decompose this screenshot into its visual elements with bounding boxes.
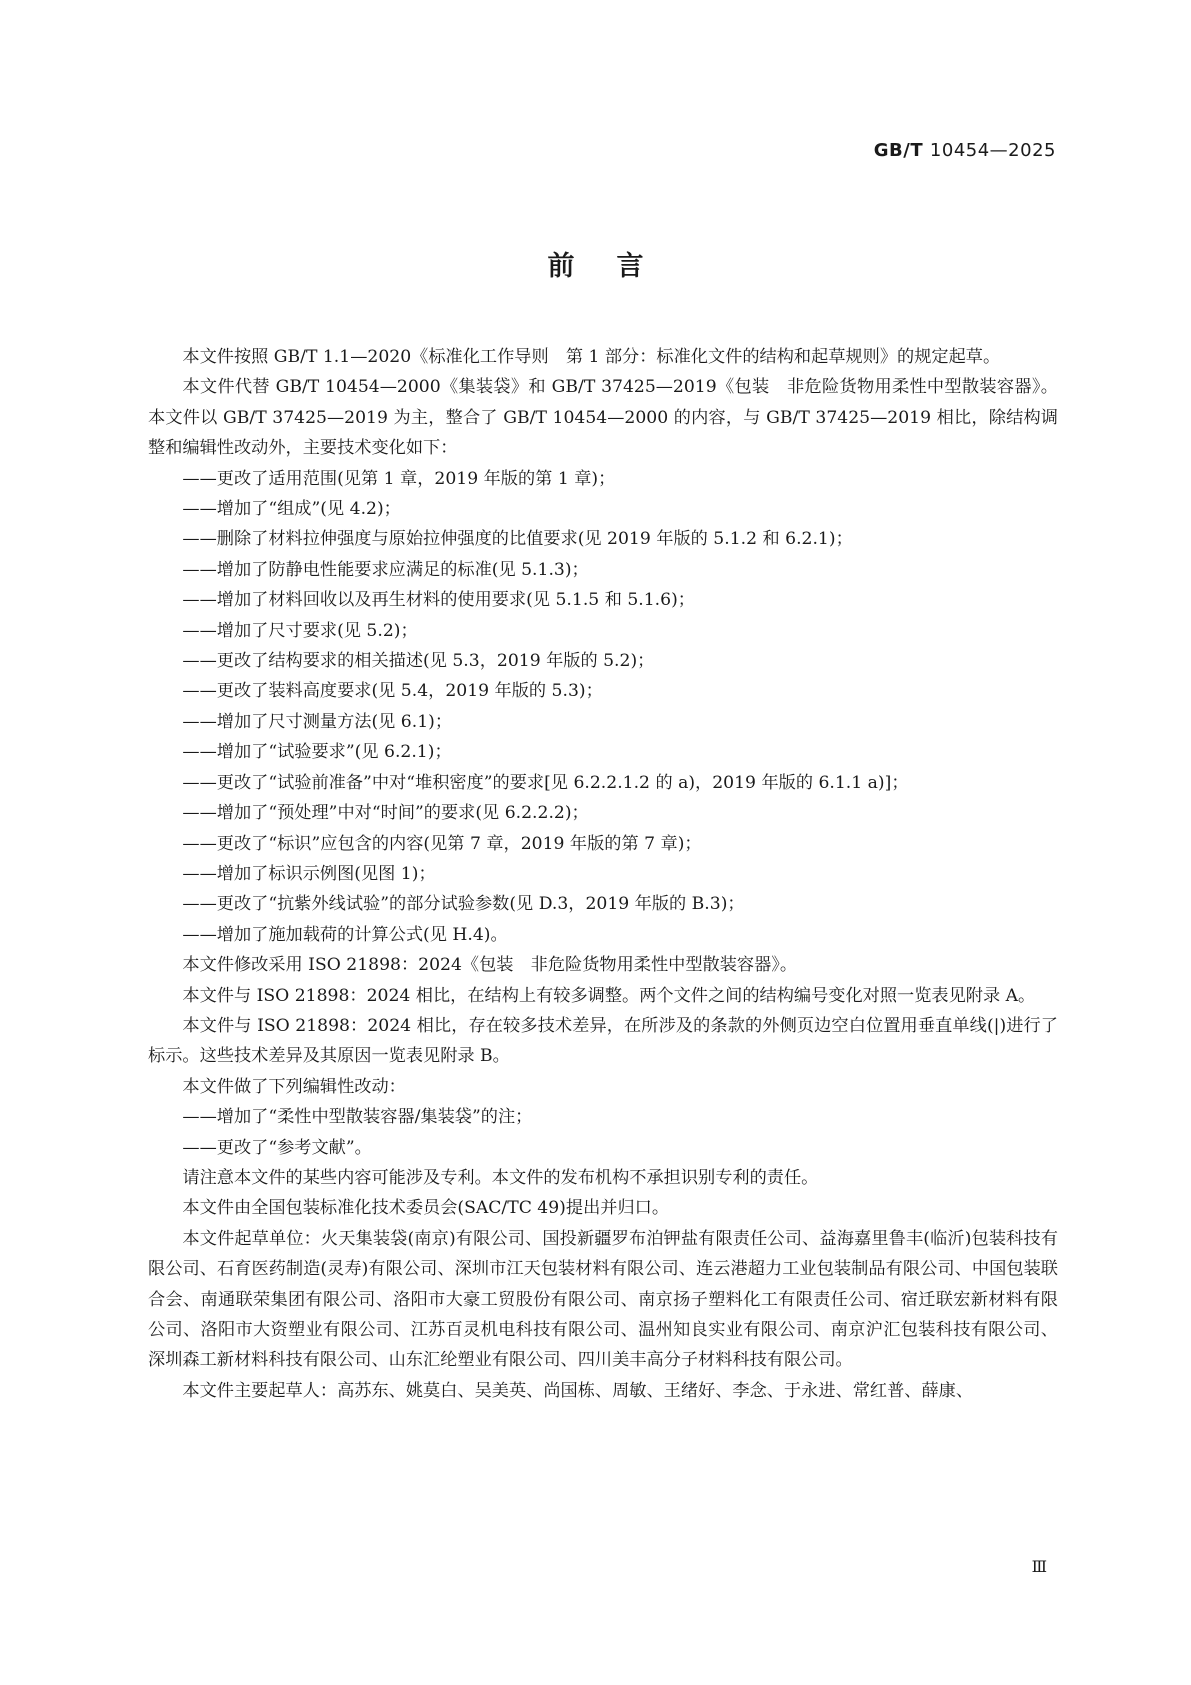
change-list-item: ——增加了尺寸要求(见 5.2)；: [182, 620, 418, 641]
change-list-item: ——增加了尺寸测量方法(见 6.1)；: [182, 711, 453, 732]
change-list-item: ——增加了“柔性中型散装容器/集装袋”的注；: [182, 1107, 533, 1128]
paragraph: 本文件修改采用 ISO 21898：2024《包装 非危险货物用柔性中型散装容器》。: [182, 955, 798, 976]
change-list-item: ——增加了“组成”(见 4.2)；: [182, 499, 401, 520]
change-list-item: ——更改了“试验前准备”中对“堆积密度”的要求[见 6.2.2.1.2 的 a)，2019 年版的 6.1.1 a)]；: [182, 772, 909, 793]
paragraph: 本文件做了下列编辑性改动：: [182, 1076, 406, 1097]
change-list-item: ——增加了“预处理”中对“时间”的要求(见 6.2.2.2)；: [182, 803, 589, 824]
paragraph: 本文件与 ISO 21898：2024 相比，存在较多技术差异，在所涉及的条款的外侧页边空白位置用垂直单线(|)进行了标示。这些技术差异及其原因一览表见附录 B。: [148, 1015, 1058, 1067]
change-list-item: ——增加了材料回收以及再生材料的使用要求(见 5.1.5 和 5.1.6)；: [182, 590, 695, 611]
page-title: 前言: [547, 251, 686, 282]
change-list-item: ——更改了“抗紫外线试验”的部分试验参数(见 D.3，2019 年版的 B.3)；: [182, 894, 745, 915]
page-number: Ⅲ: [1031, 1557, 1047, 1576]
foreword-body: [148, 342, 1058, 1406]
standard-number: [874, 140, 1056, 161]
paragraph: 本文件代替 GB/T 10454—2000《集装袋》和 GB/T 37425—2019《包装 非危险货物用柔性中型散装容器》。本文件以 GB/T 37425—2019 为主，整合了 GB/T 10454—2000 的内容，与 GB/T 37425—2019 相比，除结构调整和编辑性改动外，主要技术变化如下：: [148, 377, 1058, 459]
change-list-item: ——删除了材料拉伸强度与原始拉伸强度的比值要求(见 2019 年版的 5.1.2 和 6.2.1)；: [182, 529, 853, 550]
paragraph: 请注意本文件的某些内容可能涉及专利。本文件的发布机构不承担识别专利的责任。: [182, 1167, 819, 1188]
paragraph: 本文件与 ISO 21898：2024 相比，在结构上有较多调整。两个文件之间的结构编号变化对照一览表见附录 A。: [182, 985, 1036, 1006]
standard-code: 10454—2025: [929, 140, 1056, 161]
change-list-item: ——更改了“参考文献”。: [182, 1137, 372, 1158]
change-list-item: ——增加了“试验要求”(见 6.2.1)；: [182, 742, 452, 763]
change-list-item: ——更改了适用范围(见第 1 章，2019 年版的第 1 章)；: [182, 468, 616, 489]
change-list-item: ——更改了结构要求的相关描述(见 5.3，2019 年版的 5.2)；: [182, 651, 655, 672]
paragraph: 本文件起草单位：火天集装袋(南京)有限公司、国投新疆罗布泊钾盐有限责任公司、益海嘉里鲁丰(临沂)包装科技有限公司、石育医药制造(灵寿)有限公司、深圳市江天包装材料有限公司、连云港超力工业包装制品有限公司、中国包装联合会、南通联荣集团有限公司、洛阳市大豪工贸股份有限公司、南京扬子塑料化工有限责任公司、宿迁联宏新材料有限公司、洛阳市大资塑业有限公司、江苏百灵机电科技有限公司、温州知良实业有限公司、南京沪汇包装科技有限公司、深圳森工新材料科技有限公司、山东汇纶塑业有限公司、四川美丰高分子材料科技有限公司。: [148, 1228, 1058, 1371]
change-list-item: ——更改了“标识”应包含的内容(见第 7 章，2019 年版的第 7 章)；: [182, 833, 702, 854]
change-list-item: ——更改了装料高度要求(见 5.4，2019 年版的 5.3)；: [182, 681, 603, 702]
paragraph: 本文件按照 GB/T 1.1—2020《标准化工作导则 第 1 部分：标准化文件的结构和起草规则》的规定起草。: [182, 347, 1001, 367]
change-list-item: ——增加了施加载荷的计算公式(见 H.4)。: [182, 924, 508, 945]
paragraph: 本文件主要起草人：高苏东、姚莫白、吴美英、尚国栋、周敏、王绪好、李念、于永进、常红普、薛康、: [182, 1380, 974, 1401]
change-list-item: ——增加了标识示例图(见图 1)；: [182, 863, 436, 884]
standard-prefix: GB/T: [873, 140, 924, 161]
paragraph: 本文件由全国包装标准化技术委员会(SAC/TC 49)提出并归口。: [182, 1198, 670, 1219]
change-list-item: ——增加了防静电性能要求应满足的标准(见 5.1.3)；: [182, 559, 589, 580]
